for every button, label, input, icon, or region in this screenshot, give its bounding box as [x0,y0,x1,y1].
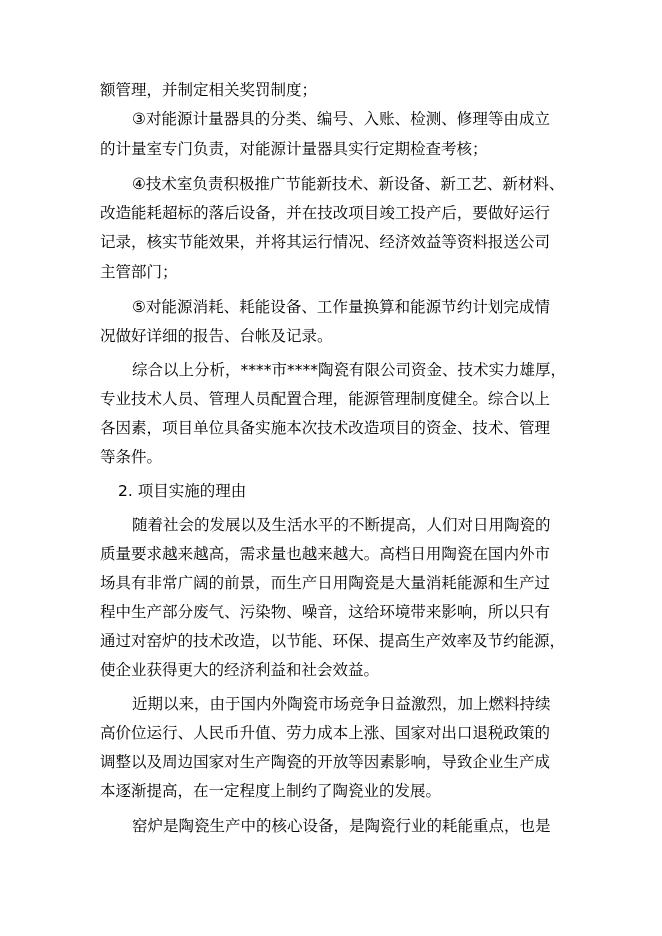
text-line: 改造能耗超标的落后设备，并在技改项目竣工投产后，要做好运行 [100,204,550,222]
text-line: 记录，核实节能效果，并将其运行情况、经济效益等资料报送公司 [100,233,550,251]
text-line: ⑤对能源消耗、耗能设备、工作量换算和能源节约计划完成情 [132,298,550,316]
text-line: 主管部门； [100,263,178,281]
text-line: 的计量室专门负责，对能源计量器具实行定期检查考核； [100,140,488,158]
text-line: 高价位运行、人民币升值、劳力成本上涨、国家对出口退税政策的 [100,724,550,742]
text-line: 专业技术人员、管理人员配置合理，能源管理制度健全。综合以上 [100,390,550,408]
text-line: 本逐渐提高，在一定程度上制约了陶瓷业的发展。 [100,782,442,800]
text-line: 质量要求越来越高，需求量也越来越大。高档日用陶瓷在国内外市 [100,545,550,563]
text-line: 使企业获得更大的经济利益和社会效益。 [100,661,380,679]
text-line: 场具有非常广阔的前景，而生产日用陶瓷是大量消耗能源和生产过 [100,574,550,592]
text-line: 窑炉是陶瓷生产中的核心设备，是陶瓷行业的耗能重点，也是 [132,817,551,835]
text-line: 况做好详细的报告、台帐及记录。 [100,327,333,345]
text-line: 等条件。 [100,448,163,466]
text-line: ③对能源计量器具的分类、编号、入账、检测、修理等由成立 [132,110,550,128]
text-line: 近期以来，由于国内外陶瓷市场竞争日益激烈，加上燃料持续 [132,695,551,713]
text-line: 程中生产部分废气、污染物、噪音，这给环境带来影响，所以只有 [100,603,550,621]
text-line: 额管理，并制定相关奖罚制度； [100,81,318,99]
text-line: 综合以上分析，****市****陶瓷有限公司资金、技术实力雄厚， [132,361,567,379]
text-line: 各因素，项目单位具备实施本次技术改造项目的资金、技术、管理 [100,419,550,437]
text-line: 通过对窑炉的技术改造，以节能、环保、提高生产效率及节约能源， [100,632,566,650]
text-line: 调整以及周边国家对生产陶瓷的开放等因素影响，导致企业生产成 [100,753,550,771]
text-line: ④技术室负责积极推广节能新技术、新设备、新工艺、新材料、 [132,175,565,193]
section-heading: 2. 项目实施的理由 [118,482,247,500]
text-line: 随着社会的发展以及生活水平的不断提高，人们对日用陶瓷的 [132,516,551,534]
